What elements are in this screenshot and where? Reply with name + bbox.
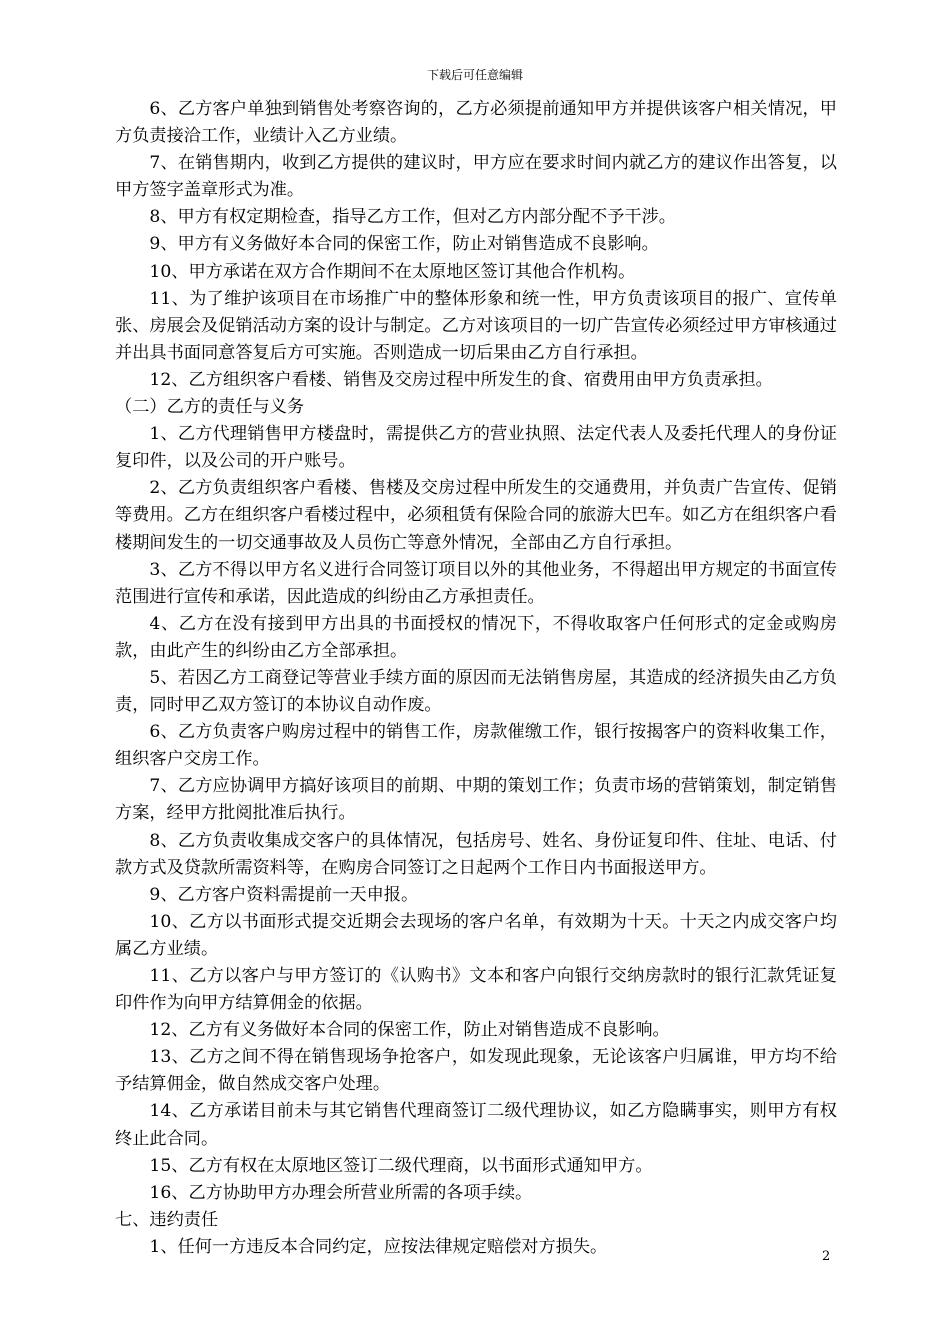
clause-paragraph: 1、乙方代理销售甲方楼盘时，需提供乙方的营业执照、法定代表人及委托代理人的身份证复印件，以及公司的开户账号。 xyxy=(115,424,837,472)
clause-paragraph: 6、乙方客户单独到销售处考察咨询的，乙方必须提前通知甲方并提供该客户相关情况，甲方负责接洽工作，业绩计入乙方业绩。 xyxy=(115,99,837,147)
clause-paragraph: 8、乙方负责收集成交客户的具体情况，包括房号、姓名、身份证复印件、住址、电话、付款方式及贷款所需资料等，在购房合同签订之日起两个工作日内书面报送甲方。 xyxy=(115,830,837,878)
clause-paragraph: 7、乙方应协调甲方搞好该项目的前期、中期的策划工作；负责市场的营销策划，制定销售方案，经甲方批阅批准后执行。 xyxy=(115,776,837,824)
clause-paragraph: 13、乙方之间不得在销售现场争抢客户，如发现此现象，无论该客户归属谁，甲方均不给予结算佣金，做自然成交客户处理。 xyxy=(115,1047,837,1095)
document-body xyxy=(115,96,837,1261)
page-header: 下载后可任意编辑 xyxy=(426,68,523,82)
section-heading: （二）乙方的责任与义务 xyxy=(115,397,305,418)
clause-paragraph: 10、乙方以书面形式提交近期会去现场的客户名单，有效期为十天。十天之内成交客户均属乙方业绩。 xyxy=(115,911,837,959)
clause-paragraph: 9、甲方有义务做好本合同的保密工作，防止对销售造成不良影响。 xyxy=(149,234,659,255)
clause-paragraph: 9、乙方客户资料需提前一天申报。 xyxy=(149,884,419,905)
clause-paragraph: 8、甲方有权定期检查，指导乙方工作，但对乙方内部分配不予干涉。 xyxy=(149,207,676,228)
clause-paragraph: 14、乙方承诺目前未与其它销售代理商签订二级代理协议，如乙方隐瞒事实，则甲方有权终止此合同。 xyxy=(115,1101,837,1149)
clause-paragraph: 2、乙方负责组织客户看楼、售楼及交房过程中所发生的交通费用，并负责广告宣传、促销等费用。乙方在组织客户看楼过程中，必须租赁有保险合同的旅游大巴车。如乙方在组织客户看楼期间发生的一切交通事故及人员伤亡等意外情况，全部由乙方自行承担。 xyxy=(115,478,837,553)
clause-paragraph: 6、乙方负责客户购房过程中的销售工作，房款催缴工作，银行按揭客户的资料收集工作，组织客户交房工作。 xyxy=(115,722,837,770)
clause-paragraph: 4、乙方在没有接到甲方出具的书面授权的情况下，不得收取客户任何形式的定金或购房款，由此产生的纠纷由乙方全部承担。 xyxy=(115,613,837,661)
clause-paragraph: 12、乙方有义务做好本合同的保密工作，防止对销售造成不良影响。 xyxy=(149,1020,670,1041)
clause-paragraph: 16、乙方协助甲方办理会所营业所需的各项手续。 xyxy=(149,1182,533,1203)
clause-paragraph: 10、甲方承诺在双方合作期间不在太原地区签订其他合作机构。 xyxy=(149,261,636,282)
clause-paragraph: 7、在销售期内，收到乙方提供的建议时，甲方应在要求时间内就乙方的建议作出答复，以甲方签字盖章形式为准。 xyxy=(115,153,837,201)
page-number: 2 xyxy=(822,1249,831,1264)
section-heading: 七、违约责任 xyxy=(115,1209,219,1230)
clause-paragraph: 15、乙方有权在太原地区签订二级代理商，以书面形式通知甲方。 xyxy=(149,1155,653,1176)
clause-paragraph: 12、乙方组织客户看楼、销售及交房过程中所发生的食、宿费用由甲方负责承担。 xyxy=(149,369,773,390)
clause-paragraph: 11、为了维护该项目在市场推广中的整体形象和统一性，甲方负责该项目的报广、宣传单张、房展会及促销活动方案的设计与制定。乙方对该项目的一切广告宣传必须经过甲方审核通过并出具书面同意答复后方可实施。否则造成一切后果由乙方自行承担。 xyxy=(115,288,837,363)
clause-paragraph: 3、乙方不得以甲方名义进行合同签订项目以外的其他业务，不得超出甲方规定的书面宣传范围进行宣传和承诺，因此造成的纠纷由乙方承担责任。 xyxy=(115,559,837,607)
clause-paragraph: 5、若因乙方工商登记等营业手续方面的原因而无法销售房屋，其造成的经济损失由乙方负责，同时甲乙双方签订的本协议自动作废。 xyxy=(115,667,837,716)
clause-paragraph: 1、任何一方违反本合同约定，应按法律规定赔偿对方损失。 xyxy=(149,1236,608,1257)
clause-paragraph: 11、乙方以客户与甲方签订的《认购书》文本和客户向银行交纳房款时的银行汇款凭证复印件作为向甲方结算佣金的依据。 xyxy=(115,966,837,1014)
